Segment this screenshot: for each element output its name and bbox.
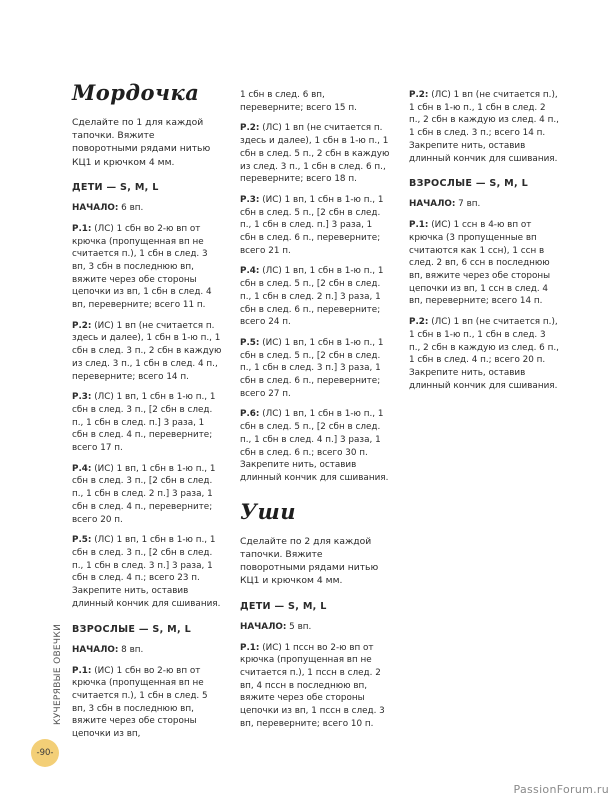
pattern-row [72, 391, 222, 455]
pattern-row [240, 122, 390, 186]
row-text: (ИС) 1 пссн во 2-ю вп от крючка (пропущенная вп не считается п.), 1 пссн в след. 2 вп, 4 пссн в последнюю вп, вяжите через обе стороны цепочки из вп, 1 пссн в след. 3 вп, переверните; всего 10 п. [240, 642, 385, 729]
row-text: (ИС) 1 ссн в 4-ю вп от крючка (3 пропущенные вп считаются как 1 ссн), 1 ссн в след. 2 вп, 6 ссн в последнюю вп, вяжите через обе стороны цепочки из вп, 1 ссн в след. 4 вп, переверните; всего 14 п. [409, 220, 551, 307]
column-1 [72, 80, 222, 749]
row-text: (ЛС) 1 вп, 1 сбн в 1-ю п., 1 сбн в след. 3 п., [2 сбн в след. п., 1 сбн в след. п.] 3 раза, 1 сбн в след. 4 п., переверните; всего 17 п. [72, 392, 216, 454]
section-title-ushi: Уши [240, 498, 297, 524]
start-label: НАЧАЛО: [72, 644, 119, 655]
row-label: Р.5: [72, 535, 92, 546]
kids-heading: ДЕТИ — S, M, L [72, 181, 159, 193]
start-label: НАЧАЛО: [409, 199, 456, 210]
row-label: Р.3: [72, 392, 92, 403]
pattern-row [72, 320, 222, 384]
kids-heading: ДЕТИ — S, M, L [240, 600, 327, 612]
adults-heading: ВЗРОСЛЫЕ — S, M, L [409, 178, 529, 190]
row-text: (ЛС) 1 сбн во 2-ю вп от крючка (пропущенная вп не считается п.), 1 сбн в след. 3 вп, 3 сбн в последнюю вп, вяжите через обе стороны цепочки из вп, 1 сбн в след. 4 вп, переверните; всего 11 п. [72, 223, 212, 311]
start-value: 6 вп. [118, 202, 144, 213]
pattern-row [240, 265, 390, 329]
column-2 [240, 89, 390, 738]
adults-heading: ВЗРОСЛЫЕ — S, M, L [72, 623, 192, 635]
section-title-mordochka: Мордочка [72, 80, 200, 105]
row-text: (ЛС) 1 вп (не считается п.), 1 сбн в 1-ю п., 1 сбн в след. 2 п., 2 сбн в каждую из след. 4 п., 1 сбн в след. 3 п.; всего 14 п. Закрепите нить, оставив длинный кончик для сшивания. [409, 90, 559, 164]
section-side-label: КУЧЕРЯВЫЕ ОВЕЧКИ [53, 623, 63, 725]
row-text: (ЛС) 1 вп (не считается п.), 1 сбн в 1-ю п., 1 сбн в след. 3 п., 2 сбн в каждую из след. 6 п., 1 сбн в след. 4 п.; всего 20 п. Закрепите нить, оставив длинный кончик для сшивания. [409, 317, 559, 391]
adults-start [72, 644, 222, 657]
row-label: Р.3: [240, 194, 260, 205]
row-text: (ЛС) 1 вп (не считается п. здесь и далее), 1 сбн в 1-ю п., 1 сбн в след. 5 п., 2 сбн в каждую из след. 3 п., 1 сбн в след. 6 п., переверните; всего 18 п. [240, 123, 390, 185]
continuation-text: 1 сбн в след. 6 вп, переверните; всего 15 п. [240, 90, 357, 113]
pattern-row [72, 463, 222, 527]
row-label: Р.5: [240, 337, 260, 348]
row-label: Р.1: [240, 642, 260, 653]
row-text: (ИС) 1 вп, 1 сбн в 1-ю п., 1 сбн в след. 5 п., [2 сбн в след. п., 1 сбн в след. 3 п.] 3 раза, 1 сбн в след. 6 п., переверните; всего 27 п. [240, 337, 384, 399]
start-label: НАЧАЛО: [240, 621, 287, 632]
row-label: Р.2: [72, 320, 92, 331]
row-text: (ИС) 1 сбн во 2-ю вп от крючка (пропущенная вп не считается п.), 1 сбн в след. 5 вп, 3 сбн в последнюю вп, вяжите через обе стороны цепочки из вп, [72, 665, 208, 740]
adults-start [409, 198, 559, 211]
row-label: Р.2: [409, 317, 429, 328]
row-text: (ИС) 1 вп (не считается п. здесь и далее), 1 сбн в 1-ю п., 1 сбн в след. 3 п., 2 сбн в каждую из след. 3 п., 1 сбн в след. 4 п., переверните; всего 14 п. [72, 320, 222, 382]
row-text: (ЛС) 1 вп, 1 сбн в 1-ю п., 1 сбн в след. 5 п., [2 сбн в след. п., 1 сбн в след. 4 п.] 3 раза, 1 сбн в след. 6 п.; всего 30 п. Закрепите нить, оставив длинный кончик для сшивания. [240, 409, 389, 483]
row-text: (ЛС) 1 вп, 1 сбн в 1-ю п., 1 сбн в след. 3 п., [2 сбн в след. п., 1 сбн в след. 3 п.] 3 раза, 1 сбн в след. 4 п.; всего 23 п. Закрепите нить, оставив длинный кончик для сшивания. [72, 535, 221, 609]
page-number-badge: -90- [31, 739, 59, 767]
row-label: Р.6: [240, 409, 260, 420]
row-text: (ИС) 1 вп, 1 сбн в 1-ю п., 1 сбн в след. 5 п., [2 сбн в след. п., 1 сбн в след. п.] 3 раза, 1 сбн в след. 6 п., переверните; всего 21 п. [240, 194, 384, 256]
row-text: (ЛС) 1 вп, 1 сбн в 1-ю п., 1 сбн в след. 5 п., [2 сбн в след. п., 1 сбн в след. 2 п.] 3 раза, 1 сбн в след. 6 п., переверните; всего 24 п. [240, 266, 384, 328]
pattern-row [240, 408, 390, 484]
start-value: 8 вп. [118, 644, 144, 655]
row-label: Р.1: [72, 223, 92, 234]
pattern-row [409, 219, 559, 308]
pattern-row [72, 534, 222, 610]
row-label: Р.1: [72, 665, 92, 676]
pattern-row [409, 89, 559, 165]
row-label: Р.4: [240, 266, 260, 277]
intro-text: Сделайте по 2 для каждой тапочки. Вяжите поворотными рядами нитью КЦ1 и крючком 4 мм. [240, 535, 379, 587]
row-label: Р.1: [409, 220, 429, 231]
row-label: Р.2: [409, 90, 429, 100]
row-label: Р.4: [72, 463, 92, 474]
intro-text: Сделайте по 1 для каждой тапочки. Вяжите поворотными рядами нитью КЦ1 и крючком 4 мм. [72, 117, 211, 168]
pattern-row [240, 642, 390, 731]
pattern-row [240, 337, 390, 401]
start-label: НАЧАЛО: [72, 202, 119, 213]
row-text: (ИС) 1 вп, 1 сбн в 1-ю п., 1 сбн в след. 3 п., [2 сбн в след. п., 1 сбн в след. 2 п.] 3 раза, 1 сбн в след. 4 п., переверните; всего 20 п. [72, 463, 216, 525]
row-label: Р.2: [240, 123, 260, 134]
column-3 [409, 89, 559, 400]
kids-start [240, 621, 390, 634]
start-value: 7 вп. [455, 199, 481, 210]
kids-start [72, 202, 222, 215]
pattern-row [240, 194, 390, 258]
pattern-row [409, 316, 559, 392]
pattern-row [72, 665, 222, 741]
watermark-text: PassionForum.ru [513, 783, 609, 796]
pattern-row [72, 223, 222, 312]
start-value: 5 вп. [286, 621, 312, 632]
